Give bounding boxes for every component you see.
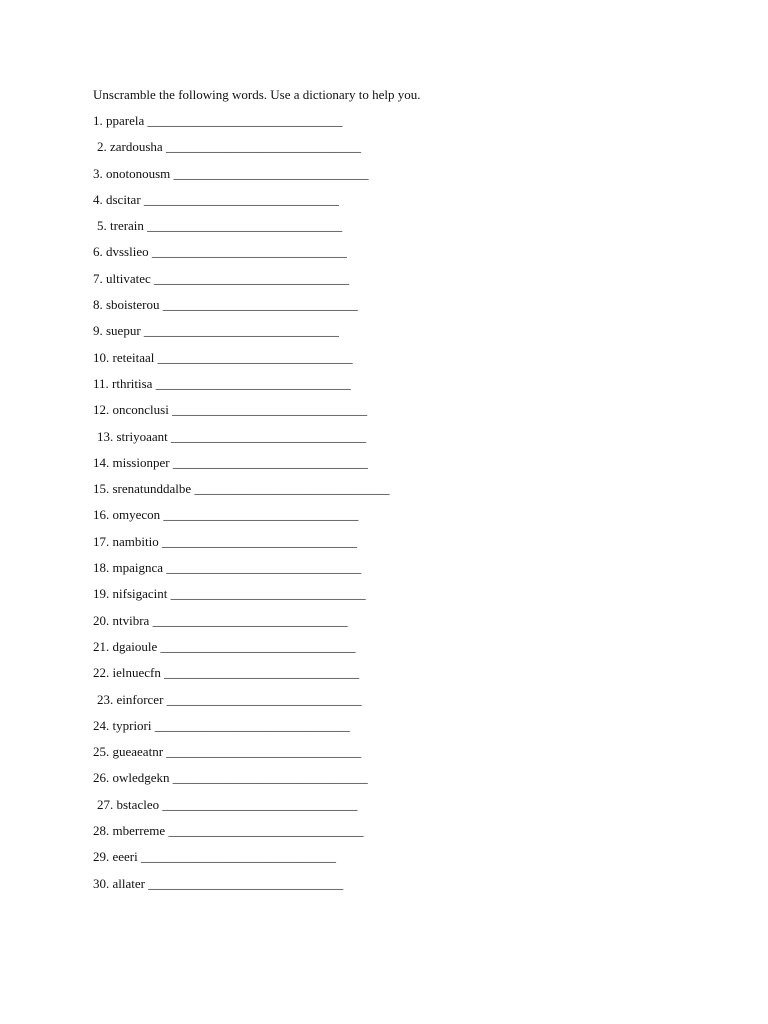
answer-blank: ______________________________ (166, 691, 362, 707)
answer-blank: ______________________________ (162, 796, 358, 812)
scrambled-word: 9. suepur (93, 323, 141, 339)
list-item (93, 165, 389, 191)
list-item (93, 322, 389, 348)
scrambled-word: 11. rthritisa (93, 375, 153, 391)
scrambled-word: 1. pparela (93, 113, 145, 128)
answer-blank: ______________________________ (162, 297, 358, 313)
answer-blank: ______________________________ (141, 849, 337, 865)
list-item (93, 691, 389, 717)
answer-blank: ______________________________ (165, 139, 361, 155)
answer-blank: ______________________________ (194, 481, 390, 497)
list-item (93, 428, 389, 454)
list-item (93, 612, 389, 638)
answer-blank: ______________________________ (161, 533, 357, 549)
answer-blank: ______________________________ (154, 270, 350, 286)
scrambled-word: 13. striyoaant (97, 428, 168, 444)
answer-blank: ______________________________ (160, 638, 356, 654)
scrambled-word: 25. gueaeatnr (93, 744, 164, 760)
scrambled-word: 18. mpaignca (93, 560, 164, 576)
answer-blank: ______________________________ (143, 323, 339, 339)
answer-blank: ______________________________ (166, 560, 362, 576)
answer-blank: ______________________________ (154, 717, 350, 733)
list-item (93, 664, 389, 690)
scrambled-word: 7. ultivatec (93, 270, 151, 286)
scrambled-word: 10. reteitaal (93, 349, 155, 365)
answer-blank: ______________________________ (172, 770, 368, 786)
list-item (93, 848, 389, 874)
scrambled-word: 27. bstacleo (97, 796, 160, 812)
list-item (93, 454, 389, 480)
list-item (93, 717, 389, 743)
scrambled-word: 2. zardousha (97, 139, 163, 155)
answer-blank: ______________________________ (152, 612, 348, 628)
list-item (93, 349, 389, 375)
answer-blank: ______________________________ (157, 349, 353, 365)
scrambled-word: 23. einforcer (97, 691, 164, 707)
list-item (93, 401, 389, 427)
scrambled-word: 28. mberreme (93, 823, 166, 839)
scrambled-word: 14. missionper (93, 454, 170, 470)
answer-blank: ______________________________ (172, 454, 368, 470)
scrambled-word: 24. typriori (93, 717, 152, 733)
answer-blank: ______________________________ (143, 191, 339, 207)
scrambled-word: 3. onotonousm (93, 165, 171, 181)
scrambled-word: 20. ntvibra (93, 612, 150, 628)
list-item (93, 769, 389, 795)
list-item (93, 270, 389, 296)
answer-blank: ______________________________ (151, 244, 347, 260)
list-item (93, 743, 389, 769)
answer-blank: ______________________________ (155, 375, 351, 391)
scrambled-word: 29. eeeri (93, 849, 138, 865)
answer-blank: ______________________________ (148, 875, 344, 891)
answer-blank: ______________________________ (171, 428, 367, 444)
scrambled-word: 12. onconclusi (93, 402, 169, 418)
answer-blank: ______________________________ (166, 744, 362, 760)
answer-blank: ______________________________ (173, 165, 369, 181)
list-item (93, 138, 389, 164)
scrambled-word: 8. sboisterou (93, 297, 160, 313)
instructions-text: Unscramble the following words. Use a dictionary to help you. (93, 87, 421, 102)
list-item (93, 638, 389, 664)
list-item (93, 191, 389, 217)
scrambled-word: 17. nambitio (93, 533, 159, 549)
scrambled-word: 19. nifsigacint (93, 586, 168, 602)
answer-blank: ______________________________ (170, 586, 366, 602)
list-item (93, 480, 389, 506)
scrambled-word: 22. ielnuecfn (93, 665, 161, 681)
scrambled-word-list (93, 112, 389, 901)
scrambled-word: 6. dvsslieo (93, 244, 149, 260)
scrambled-word: 15. srenatunddalbe (93, 481, 192, 497)
scrambled-word: 4. dscitar (93, 191, 141, 207)
scrambled-word: 5. trerain (97, 218, 144, 234)
scrambled-word: 30. allater (93, 875, 145, 891)
list-item (93, 533, 389, 559)
answer-blank: ______________________________ (147, 218, 343, 234)
answer-blank: ______________________________ (168, 823, 364, 839)
answer-blank: ______________________________ (164, 665, 360, 681)
answer-blank: ______________________________ (172, 402, 368, 418)
scrambled-word: 21. dgaioule (93, 638, 158, 654)
list-item (93, 559, 389, 585)
list-item (93, 296, 389, 322)
list-item (93, 112, 389, 138)
list-item (93, 375, 389, 401)
scrambled-word: 16. omyecon (93, 507, 161, 523)
list-item (93, 796, 389, 822)
answer-blank: ______________________________ (147, 113, 343, 128)
list-item (93, 875, 389, 901)
list-item (93, 822, 389, 848)
list-item (93, 506, 389, 532)
list-item (93, 585, 389, 611)
list-item (93, 243, 389, 269)
list-item (93, 217, 389, 243)
answer-blank: ______________________________ (163, 507, 359, 523)
scrambled-word: 26. owledgekn (93, 770, 170, 786)
